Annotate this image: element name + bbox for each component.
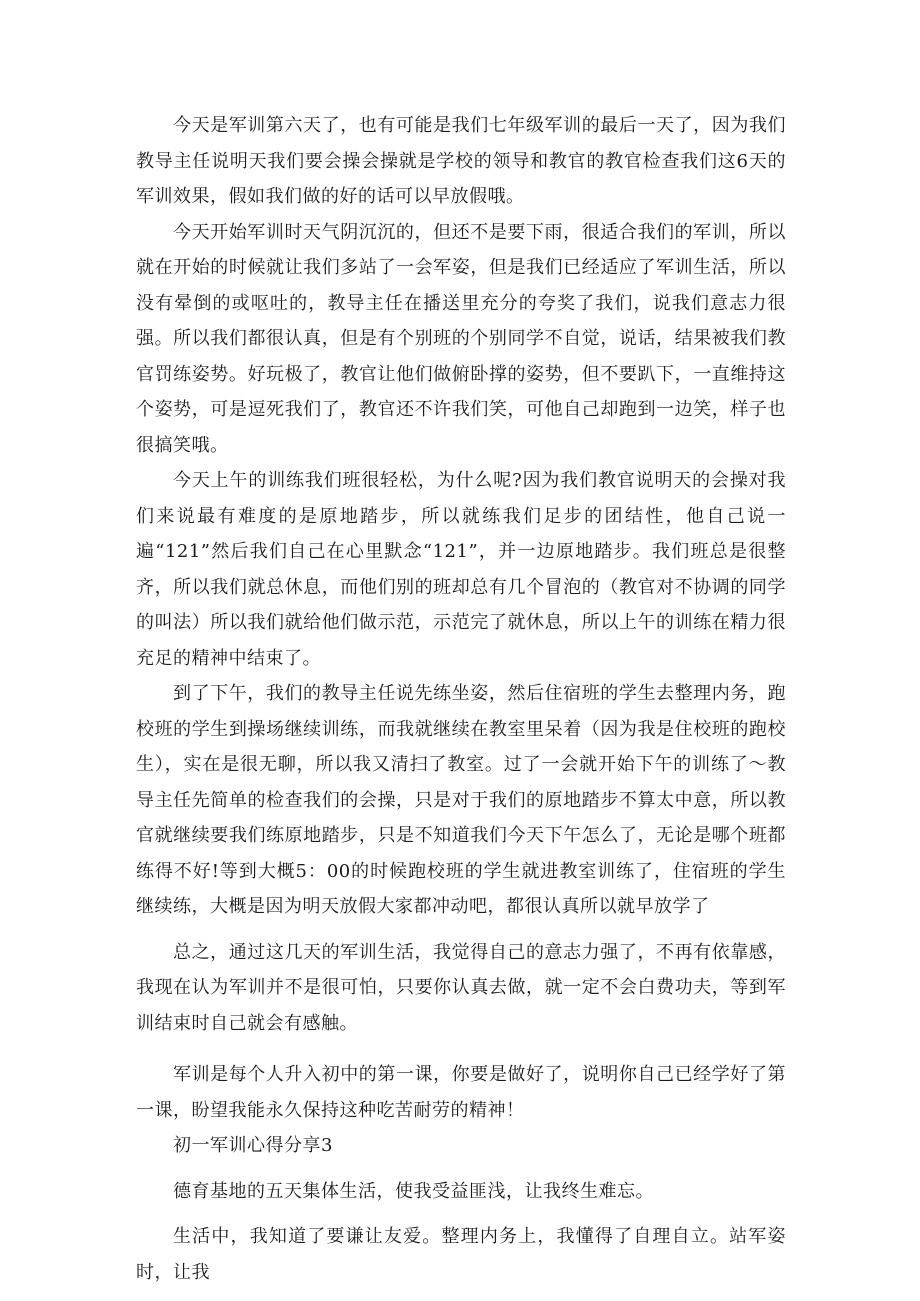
section-paragraph-1: 德育基地的五天集体生活，使我受益匪浅，让我终生难忘。	[173, 1180, 654, 1202]
document-page	[136, 108, 786, 1290]
paragraph-2: 今天开始军训时天气阴沉沉的，但还不是要下雨，很适合我们的军训，所以就在开始的时候就让我们多站了一会军姿，但是我们已经适应了军训生活，所以没有晕倒的或呕吐的，教导主任在播送里充分的夸奖了我们，说我们意志力很强。所以我们都很认真，但是有个别班的个别同学不自觉，说话，结果被我们教官罚练姿势。好玩极了，教官让他们做俯卧撑的姿势，但不要趴下，一直维持这个姿势，可是逗死我们了，教官还不许我们笑，可他自己却跑到一边笑，样子也很搞笑哦。	[136, 221, 786, 456]
section-paragraph-2: 生活中，我知道了要谦让友爱。整理内务上，我懂得了自理自立。站军姿时，让我	[136, 1226, 786, 1283]
paragraph-6: 军训是每个人升入初中的第一课，你要是做好了，说明你自己已经学好了第一课，盼望我能永久保持这种吃苦耐劳的精神！	[136, 1064, 786, 1121]
paragraph-4: 到了下午，我们的教导主任说先练坐姿，然后住宿班的学生去整理内务，跑校班的学生到操场继续训练，而我就继续在教室里呆着（因为我是住校班的跑校生），实在是很无聊，所以我又清扫了教室。过了一会就开始下午的训练了～教导主任先简单的检查我们的会操，只是对于我们的原地踏步不算太中意，所以教官就继续要我们练原地踏步，只是不知道我们今天下午怎么了，无论是哪个班都练得不好!等到大概5：00的时候跑校班的学生就进教室训练了，住宿班的学生继续练，大概是因为明天放假大家都冲动吧，都很认真所以就早放学了	[136, 683, 786, 917]
paragraph-1: 今天是军训第六天了，也有可能是我们七年级军训的最后一天了，因为我们教导主任说明天我们要会操会操就是学校的领导和教官的教官检查我们这6天的军训效果，假如我们做的好的话可以早放假哦。	[136, 115, 786, 207]
section-title: 初一军训心得分享3	[173, 1135, 333, 1156]
paragraph-5: 总之，通过这几天的军训生活，我觉得自己的意志力强了，不再有依靠感，我现在认为军训并不是很可怕，只要你认真去做，就一定不会白费功夫，等到军训结束时自己就会有感触。	[136, 941, 786, 1034]
paragraph-3: 今天上午的训练我们班很轻松，为什么呢?因为我们教官说明天的会操对我们来说最有难度的是原地踏步，所以就练我们足步的团结性，他自己说一遍“121”然后我们自己在心里默念“121”，并一边原地踏步。我们班总是很整齐，所以我们就总休息，而他们别的班却总有几个冒泡的（教官对不协调的同学的叫法）所以我们就给他们做示范，示范完了就休息，所以上午的训练在精力很充足的精神中结束了。	[136, 470, 786, 669]
